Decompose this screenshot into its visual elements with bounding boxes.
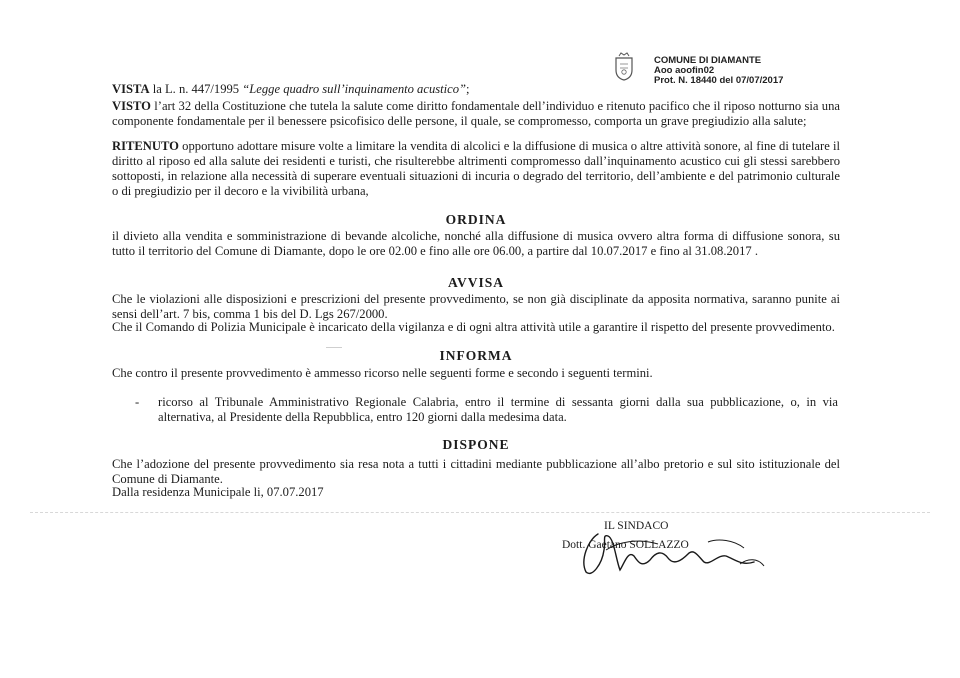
municipal-coat-of-arms-icon bbox=[610, 52, 638, 82]
list-dash: - bbox=[135, 395, 140, 409]
protocol-stamp bbox=[610, 52, 860, 86]
visto-text: l’art 32 della Costituzione che tutela la salute come diritto fondamentale dell’individuo e ritenuto pacifico che il riposo notturno sia una componente fondamentale per il benessere psicofisico delle persone, il quale, se compromesso, comporta un grave pregiudizio alla salute; bbox=[112, 99, 840, 128]
paragraph-ritenuto bbox=[112, 139, 840, 199]
paragraph-visto bbox=[112, 99, 840, 129]
visto-lead: VISTO bbox=[112, 99, 151, 113]
signature-title: IL SINDACO bbox=[604, 520, 669, 532]
stamp-line-1: COMUNE DI DIAMANTE bbox=[654, 55, 762, 66]
paragraph-dispone: Che l’adozione del presente provvedimento sia resa nota a tutti i cittadini mediante pubblicazione all’albo pretorio e sul sito istituzionale del Comune di Diamante. bbox=[112, 457, 840, 486]
heading-dispone: DISPONE bbox=[442, 437, 510, 452]
vista-law-title: “Legge quadro sull’inquinamento acustico” bbox=[242, 82, 467, 96]
signature-block bbox=[558, 520, 818, 580]
stamp-line-2: Aoo aoofin02 bbox=[654, 65, 715, 76]
paragraph-ordina: il divieto alla vendita e somministrazione di bevande alcoliche, nonché alla diffusione di musica ovvero altra forma di diffusione sonora, su tutto il territorio del Comune di Diamante, dopo le ore 02.00 e fino alle ore 06.00, a partire dal 10.07.2017 e fino al 31.08.2017 . bbox=[112, 229, 840, 258]
scan-divider bbox=[30, 512, 930, 513]
paragraph-informa: Che contro il presente provvedimento è ammesso ricorso nelle seguenti forme e secondo i seguenti termini. bbox=[112, 366, 653, 380]
heading-informa: INFORMA bbox=[439, 348, 513, 363]
heading-avvisa: AVVISA bbox=[447, 275, 505, 290]
vista-text: la L. n. 447/1995 bbox=[149, 82, 243, 96]
heading-ordina: ORDINA bbox=[445, 212, 507, 227]
paragraph-avvisa-1: Che le violazioni alle disposizioni e prescrizioni del presente provvedimento, se non già disciplinate da apposita normativa, saranno punite ai sensi dell’art. 7 bis, comma 1 bis del D. Lgs 267/2000. bbox=[112, 292, 840, 321]
paragraph-avvisa-2: Che il Comando di Polizia Municipale è incaricato della vigilanza e di ogni altra attività utile a garantire il rispetto del presente provvedimento. bbox=[112, 320, 835, 334]
vista-end: ; bbox=[466, 82, 470, 96]
ritenuto-text: opportuno adottare misure volte a limitare la vendita di alcolici e la diffusione di musica o altre attività sonore, al fine di tutelare il diritto al riposo ed alla salute dei residenti e turisti, che risulterebbe altrimenti compromesso dall’inquinamento acustico cui gli stessi sarebbero sottoposti, in relazione alla necessità di superare eventuali situazioni di incuria o degrado del territorio, dell’ambiente e del patrimonio culturale o di pregiudizio per il decoro e la vivibilità urbana, bbox=[112, 139, 840, 198]
list-item-ricorso: ricorso al Tribunale Amministrativo Regionale Calabria, entro il termine di sessanta giorni dalla sua pubblicazione, o, in via alternativa, al Presidente della Repubblica, entro 120 giorni dalla medesima data. bbox=[158, 395, 838, 424]
ritenuto-lead: RITENUTO bbox=[112, 139, 179, 153]
handwritten-signature bbox=[558, 520, 818, 580]
signature-name: Dott. Gaetano SOLLAZZO bbox=[562, 539, 689, 551]
paragraph-vista bbox=[112, 82, 840, 97]
vista-lead: VISTA bbox=[112, 82, 150, 96]
stamp-line-3: Prot. N. 18440 del 07/07/2017 bbox=[654, 75, 784, 86]
closing-place-date: Dalla residenza Municipale li, 07.07.2017 bbox=[112, 485, 324, 499]
